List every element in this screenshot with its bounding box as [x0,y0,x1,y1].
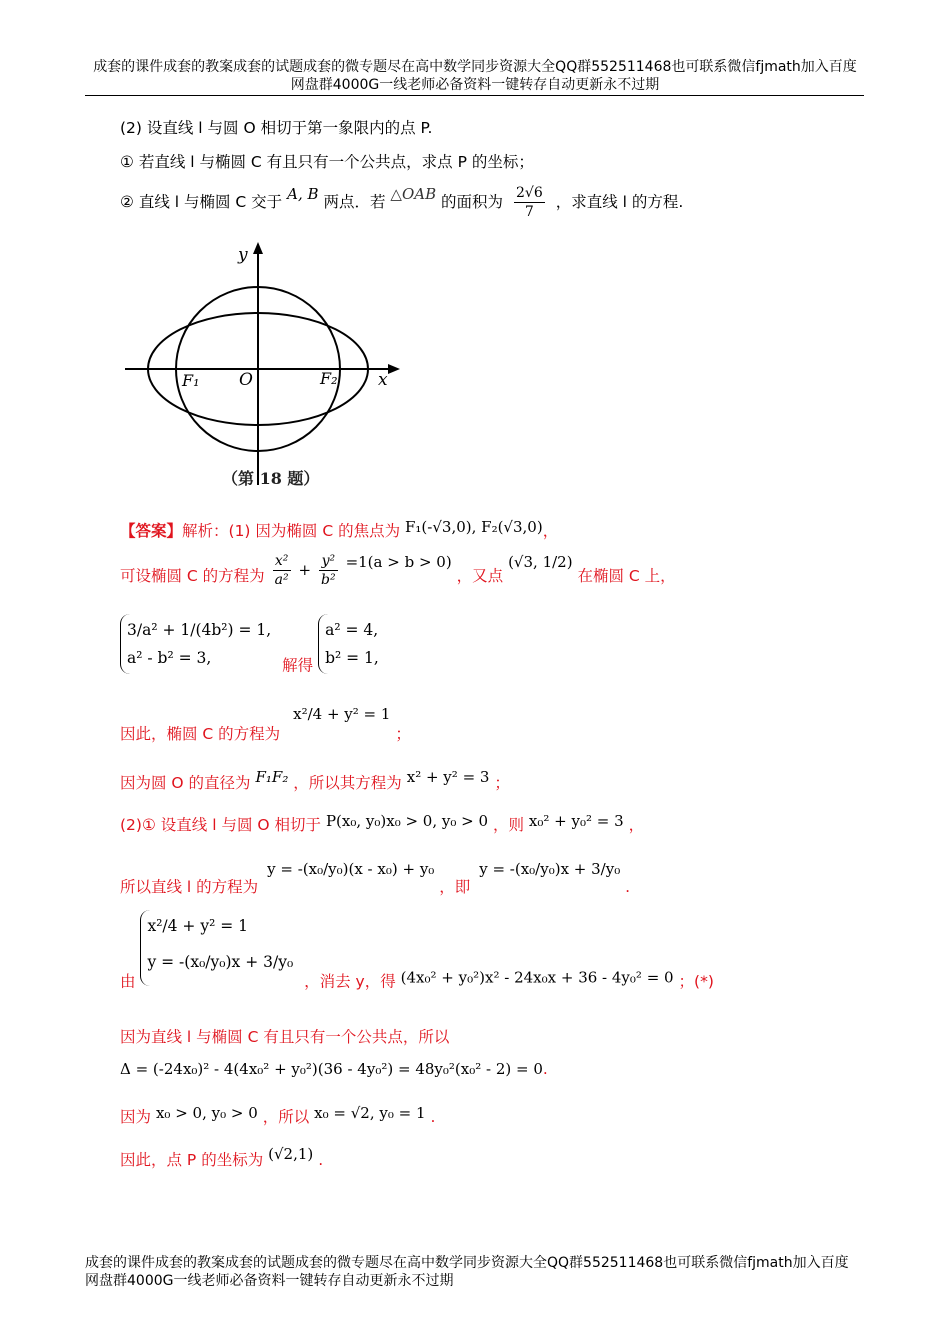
x-label: x [378,370,388,390]
solution-values: x₀ = √2, y₀ = 1 [314,1104,426,1122]
answer-line-8-you: 由 [120,972,136,991]
discriminant-equation: Δ = (-24x₀)² - 4(4x₀² + y₀²)(36 - 4y₀²) = 48y₀²(x₀² - 2) = 0 [120,1060,543,1078]
answer-line-4-text: 因此，椭圆 C 的方程为 [120,725,281,743]
answer-line-5-text: 因为圆 O 的直径为 [120,774,251,792]
sub2-triangle: △OAB [390,185,437,203]
answer-line-10-end: . [542,1060,548,1078]
page-footer [85,1254,865,1290]
answer-line-2-text: 可设椭圆 C 的方程为 [120,567,265,585]
ellipse-equation: x²/4 + y² = 1 [293,705,391,723]
question-sub2 [120,184,683,221]
answer-line-11-mid: ，所以 [262,1108,310,1126]
y-axis-arrow [253,242,263,254]
answer-line-4 [120,705,411,744]
answer-line-1-text: 解析：(1) 因为椭圆 C 的焦点为 [182,522,401,540]
system-2-eq1: x²/4 + y² = 1 [147,917,249,935]
answer-line-1 [120,518,558,541]
answer-line-6-text: (2)① 设直线 l 与圆 O 相切于 [120,816,321,834]
answer-line-12 [120,1145,323,1170]
diameter-segment: F₁F₂ [255,768,289,786]
answer-line-2-mid: ，又点 [456,567,504,585]
circle-equation: x² + y² = 3 [406,768,490,786]
quadratic-equation: (4x₀² + y₀²)x² - 24x₀x + 36 - 4y₀² = 0 [400,968,674,987]
answer-line-10 [120,1060,548,1078]
positivity-condition: x₀ > 0, y₀ > 0 [155,1104,258,1122]
answer-line-7-end: . [625,878,631,896]
ellipse-term-x: $\frac{\text{x²}}{\text{a²}}$ [274,553,289,588]
answer-line-5-mid: ，所以其方程为 [293,774,402,792]
f1-label: F₁ [182,371,200,390]
foci-coordinates: F₁(-√3,0), F₂(√3,0) [405,518,543,536]
answer-line-1-end: ， [542,522,559,540]
sub2-post: ，求直线 l 的方程. [555,193,684,211]
x-axis-arrow [388,364,400,374]
answer-line-11 [120,1104,435,1127]
system-1-eq2: a² - b² = 3, [127,649,212,667]
ellipse-term-y: $\frac{\text{y²}}{\text{b²}}$ [321,553,336,588]
answer-line-6 [120,812,644,835]
answer-line-12-end: . [318,1151,324,1169]
f2-label: F₂ [320,369,338,388]
answer-tag: 【答案】 [120,522,183,540]
answer-line-3 [120,614,385,676]
footer-line-2: 网盘群4000G一线老师必备资料一键转存自动更新永不过期 [85,1273,454,1289]
sub2-pre: ② 直线 l 与椭圆 C 交于 [120,193,283,211]
answer-line-5-end: ； [494,774,510,792]
area-fraction [514,184,545,221]
header-rule [85,95,864,96]
answer-line-7-text: 所以直线 l 的方程为 [120,878,259,896]
page-header [85,58,865,94]
answer-line-7 [120,860,630,897]
answer-line-9: 因为直线 l 与椭圆 C 有且只有一个公共点，所以 [120,1028,450,1046]
equation-system-1 [120,614,277,674]
tangent-point: P(x₀, y₀)x₀ > 0, y₀ > 0 [325,812,489,830]
solve-text: 解得 [282,656,314,675]
tangent-line-slope-form: y = -(x₀/y₀)x + 3/y₀ [479,860,621,878]
question-sub1: ① 若直线 l 与椭圆 C 有且只有一个公共点，求点 P 的坐标； [120,153,534,171]
origin-label: O [239,370,253,390]
sub2-mid2: 的面积为 [441,193,504,211]
tangent-line-equation: y = -(x₀/y₀)(x - x₀) + y₀ [267,860,435,878]
answer-line-11-text: 因为 [120,1108,152,1126]
point-on-ellipse: (√3, 1/2) [508,553,573,571]
solution-a: a² = 4, [325,621,379,639]
answer-line-6-end: ， [628,816,645,834]
area-denominator: 7 [524,204,534,220]
sub2-mid: 两点．若 [323,193,386,211]
ellipse-condition: =1(a > b > 0) [345,553,452,571]
solution-b: b² = 1, [325,649,379,667]
answer-line-11-end: . [430,1108,436,1126]
answer-line-8-mid: ，消去 y，得 [304,972,396,991]
ellipse-circle-figure [120,240,400,490]
area-numerator: 2√6 [516,185,543,201]
answer-line-5 [120,768,510,793]
answer-line-12-text: 因此，点 P 的坐标为 [120,1151,264,1169]
answer-line-4-end: ； [395,725,411,743]
solution-system-1 [318,614,385,674]
answer-line-8 [120,910,714,992]
sub2-points: A, B [287,185,319,203]
system-1-eq1: 3/a² + 1/(4b²) = 1, [127,621,272,639]
header-line-2: 网盘群4000G一线老师必备资料一键转存自动更新永不过期 [290,77,660,93]
answer-line-7-mid: ，即 [439,878,471,896]
header-line-1: 成套的课件成套的教案成套的试题成套的微专题尽在高中数学同步资源大全QQ群552511468也可联系微信fjmath加入百度 [93,59,857,75]
answer-line-6-mid: ，则 [492,816,524,834]
figure-caption: （第 18 题） [222,469,320,488]
footer-line-1: 成套的课件成套的教案成套的试题成套的微专题尽在高中数学同步资源大全QQ群552511468也可联系微信fjmath加入百度 [85,1255,849,1271]
tangent-point-equation: x₀² + y₀² = 3 [528,812,624,830]
question-part2: (2) 设直线 l 与圆 O 相切于第一象限内的点 P. [120,119,433,137]
y-label: y [238,245,248,265]
point-p-coordinates: (√2,1) [268,1145,314,1163]
answer-line-2: 可设椭圆 C 的方程为 $\frac{\text{x²}}{\text{a²}}$ + $\frac{\text{y²}}{\text{b²}}$ =1(a > b > 0) ，又点 (√3, 1/2) 在椭圆 C 上， [120,553,676,588]
answer-line-8-end: ；(*) [678,972,714,991]
system-2-eq2: y = -(x₀/y₀)x + 3/y₀ [147,953,294,971]
answer-line-2-end: 在椭圆 C 上， [577,567,676,585]
equation-system-2 [140,910,299,986]
